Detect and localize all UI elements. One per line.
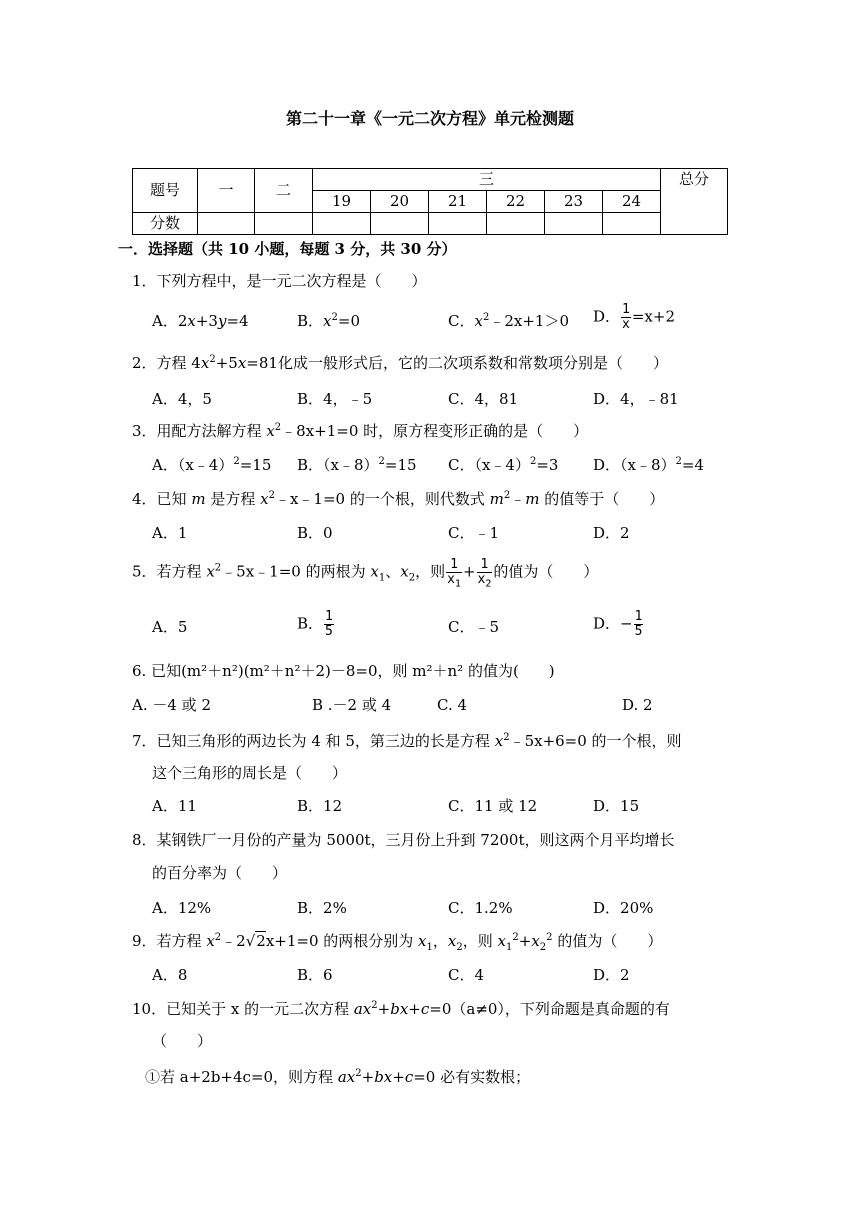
- q1-stem: 1．下列方程中，是一元二次方程是（ ）: [132, 272, 427, 290]
- score-cell: [313, 213, 371, 235]
- q10-stem-line1: 10．已知关于 x 的一元二次方程 $ax^2+bx+c=0(a\ne 0)$，下列命题是真命题的有: [132, 1000, 670, 1018]
- score-row-fenshu: 分数: [133, 213, 198, 235]
- q5-option-c: C．﹣5: [448, 618, 500, 636]
- q2-option-c: C．4，81: [448, 390, 519, 408]
- q8-stem-line2: 的百分率为（ ）: [152, 864, 288, 882]
- q6-option-b: B .－2 或 4: [312, 696, 392, 714]
- q5-option-d: D．− $\frac{1}{5}$: [593, 609, 643, 639]
- q9-stem: 9．若方程 $x^2﹣2√2x+1=0$ 的两根分别为 $x_1$，$x_2$，则 $x_1^2+x_2^2$ 的值为（ ）: [132, 932, 663, 953]
- fraction: $\frac{1}{x_2}$: [477, 557, 492, 590]
- q1-option-b: B．$x^2=0$: [297, 312, 360, 330]
- q8-option-d: D．20%: [593, 899, 654, 917]
- q4-stem: 4．已知 m 是方程 $x^2﹣x﹣1=0$ 的一个根，则代数式 $m^2﹣m$ 的值等于（ ）: [132, 490, 665, 508]
- page-title: 第二十一章《一元二次方程》单元检测题: [285, 109, 574, 128]
- fraction: $\frac{1}{x}$: [622, 302, 630, 332]
- score-header-total: 总分: [661, 169, 728, 235]
- q4-option-a: A．1: [152, 524, 188, 542]
- section-heading: 一．选择题（共 10 小题，每题 3 分，共 30 分）: [118, 240, 457, 258]
- q2-stem: 2．方程 $4x^2+5x=81$化成一般形式后，它的二次项系数和常数项分别是（ ）: [132, 354, 668, 372]
- score-sub-23: 23: [545, 191, 603, 213]
- score-cell: [198, 213, 255, 235]
- q6-option-d: D. 2: [622, 696, 653, 714]
- q4-option-d: D．2: [593, 524, 630, 542]
- score-cell: [603, 213, 661, 235]
- score-sub-21: 21: [429, 191, 487, 213]
- q7-option-b: B．12: [297, 797, 343, 815]
- q2-option-b: B．4，﹣5: [297, 390, 373, 408]
- score-sub-20: 20: [371, 191, 429, 213]
- q6-option-a: A. －4 或 2: [132, 696, 211, 714]
- q2-option-a: A．4，5: [152, 390, 212, 408]
- q4-option-c: C．﹣1: [448, 524, 500, 542]
- fraction: $\frac{1}{x_1}$: [447, 557, 461, 590]
- q1-option-c: C．$x^2﹣2x+1>0$: [448, 312, 569, 330]
- q10-item-1: ①若 a+2b+4c=0，则方程 $ax^2+bx+c=0$ 必有实数根；: [145, 1068, 531, 1086]
- q7-stem-line2: 这个三角形的周长是（ ）: [152, 764, 348, 782]
- q8-option-a: A．12%: [152, 899, 212, 917]
- q7-option-c: C．11 或 12: [448, 797, 538, 815]
- q1-option-d: D． $\frac{1}{x}$ =x+2: [593, 302, 675, 332]
- q5-stem: 5．若方程 $x^2﹣5x﹣1=0$ 的两根为 $x_1$、$x_2$，则 $\frac{1}{x_1}$ + $\frac{1}{x_2}$ 的值为（ ）: [132, 557, 599, 590]
- score-header-san: 三: [313, 169, 661, 191]
- score-cell: [487, 213, 545, 235]
- q6-stem: 6. 已知(m²＋n²)(m²＋n²＋2)－8=0，则 m²＋n² 的值为( ): [132, 662, 555, 680]
- score-sub-24: 24: [603, 191, 661, 213]
- q6-option-c: C. 4: [437, 696, 468, 714]
- q8-option-c: C．1.2%: [448, 899, 513, 917]
- score-cell: [429, 213, 487, 235]
- score-sub-19: 19: [313, 191, 371, 213]
- score-sub-22: 22: [487, 191, 545, 213]
- q3-option-b: B．（x﹣8）$^2$=15: [297, 456, 417, 474]
- q7-option-d: D．15: [593, 797, 640, 815]
- q9-option-a: A．8: [152, 966, 188, 984]
- q7-stem-line1: 7．已知三角形的两边长为 4 和 5，第三边的长是方程 $x^2﹣5x+6=0$ 的一个根，则: [132, 732, 682, 750]
- q3-stem: 3．用配方法解方程 $x^2﹣8x+1=0$ 时，原方程变形正确的是（ ）: [132, 422, 589, 440]
- score-header-tihao: 题号: [133, 169, 198, 213]
- score-table: [132, 168, 728, 235]
- q9-option-b: B．6: [297, 966, 333, 984]
- q2-option-d: D．4，﹣81: [593, 390, 679, 408]
- fraction: $\frac{1}{5}$: [634, 609, 643, 639]
- score-header-yi: 一: [198, 169, 255, 213]
- q4-option-b: B．0: [297, 524, 333, 542]
- score-cell: [255, 213, 313, 235]
- score-cell: [371, 213, 429, 235]
- q3-option-c: C．（x﹣4）$^2$=3: [448, 456, 559, 474]
- q5-option-a: A．5: [152, 618, 188, 636]
- q9-option-c: C．4: [448, 966, 485, 984]
- q1-option-a: A．2x+3y=4: [152, 312, 249, 330]
- q10-stem-line2: （ ）: [152, 1032, 213, 1050]
- q3-option-d: D．（x﹣8）$^2$=4: [593, 456, 705, 474]
- q8-option-b: B．2%: [297, 899, 347, 917]
- fraction: $\frac{1}{5}$: [325, 609, 333, 639]
- q9-option-d: D．2: [593, 966, 630, 984]
- q7-option-a: A．11: [152, 797, 197, 815]
- q3-option-a: A．（x﹣4）$^2$=15: [152, 456, 272, 474]
- score-cell: [545, 213, 603, 235]
- q8-stem-line1: 8．某钢铁厂一月份的产量为 5000t，三月份上升到 7200t，则这两个月平均增长: [132, 831, 675, 849]
- score-header-er: 二: [255, 169, 313, 213]
- q5-option-b: B． $\frac{1}{5}$: [297, 609, 333, 639]
